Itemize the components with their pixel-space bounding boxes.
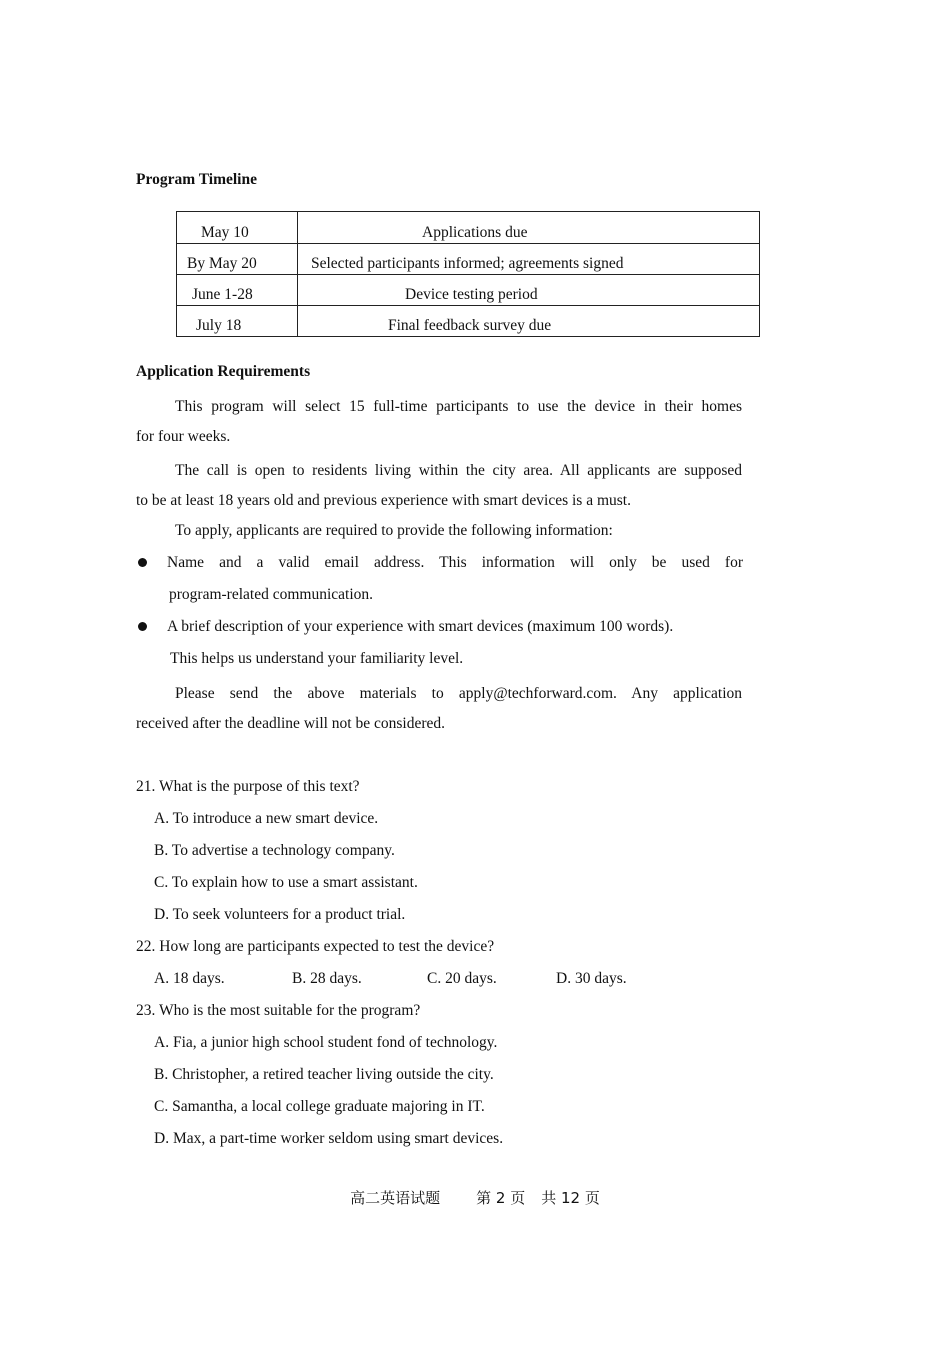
page-footer — [0, 1187, 950, 1208]
question-option: C. To explain how to use a smart assistant. — [154, 874, 418, 891]
timeline-date: By May 20 — [187, 255, 257, 272]
footer-total-pages: 共 12 页 — [541, 1189, 600, 1207]
question-option: B. Christopher, a retired teacher living outside the city. — [154, 1066, 494, 1083]
bullet-item-description: A brief description of your experience with smart devices (maximum 100 words). This helps us understand your familiarity level. — [167, 618, 674, 667]
question-stem: 21. What is the purpose of this text? — [136, 778, 360, 795]
timeline-heading: Program Timeline — [136, 171, 257, 188]
table-row — [177, 244, 760, 275]
timeline-date: June 1-28 — [192, 286, 253, 303]
timeline-event: Applications due — [422, 224, 528, 241]
question-option: B. To advertise a technology company. — [154, 842, 395, 859]
paragraph-eligibility: The call is open to residents living within the city area. All applicants are supposed to be at least 18 years old and previous experience with smart devices is a must. — [136, 462, 742, 509]
question-option: D. Max, a part-time worker seldom using smart devices. — [154, 1130, 504, 1147]
timeline-date: July 18 — [196, 317, 242, 334]
requirements-heading: Application Requirements — [136, 363, 311, 380]
question-option: B. 28 days. — [292, 970, 362, 987]
bullet-icon — [138, 558, 147, 567]
timeline-event: Device testing period — [405, 286, 538, 303]
question-option: A. 18 days. — [154, 970, 225, 987]
bullet-item-name-email: Name and a valid email address. This information will only be used for program-related communication. — [167, 554, 743, 603]
question-stem: 23. Who is the most suitable for the program? — [136, 1002, 421, 1019]
table-row — [177, 212, 760, 244]
question-option: A. Fia, a junior high school student fond of technology. — [154, 1034, 498, 1051]
footer-title: 高二英语试题 — [350, 1189, 441, 1207]
timeline-date: May 10 — [201, 224, 249, 241]
paragraph-how-to-apply: To apply, applicants are required to provide the following information: — [175, 522, 613, 539]
footer-page-number: 第 2 页 — [476, 1189, 526, 1207]
question-option: C. Samantha, a local college graduate majoring in IT. — [154, 1098, 485, 1115]
paragraph-submission: Please send the above materials to apply@techforward.com. Any application received after the deadline will not be considered. — [136, 685, 742, 732]
timeline-table — [176, 211, 760, 337]
question-option: D. 30 days. — [556, 970, 627, 987]
question-stem: 22. How long are participants expected to test the device? — [136, 938, 495, 955]
table-row — [177, 306, 760, 337]
question-option: C. 20 days. — [427, 970, 497, 987]
paragraph-program-size: This program will select 15 full-time participants to use the device in their homes for four weeks. — [136, 398, 742, 445]
bullet-icon — [138, 622, 147, 631]
question-option: D. To seek volunteers for a product trial. — [154, 906, 406, 923]
timeline-event: Final feedback survey due — [388, 317, 552, 334]
table-row — [177, 275, 760, 306]
timeline-event: Selected participants informed; agreements signed — [311, 255, 624, 272]
question-option: A. To introduce a new smart device. — [154, 810, 379, 827]
